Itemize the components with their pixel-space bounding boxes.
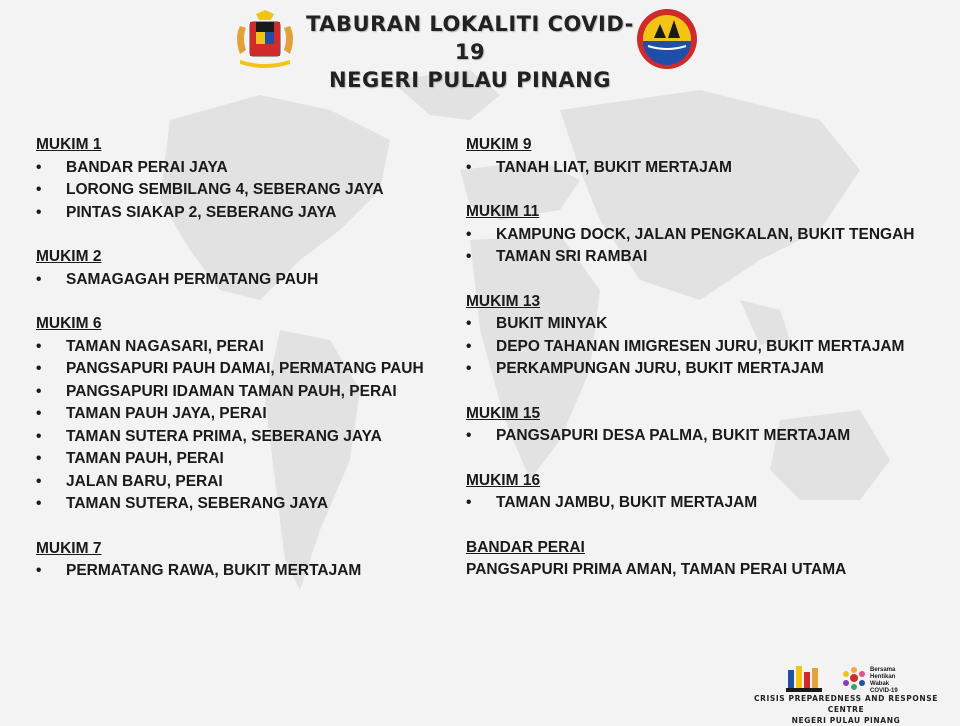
locality-item (466, 492, 946, 515)
locality-name: JALAN BARU, PERAI (66, 472, 223, 490)
bullet-icon: • (36, 158, 42, 176)
covid-campaign-logo (843, 667, 865, 690)
locality-name: SAMAGAGAH PERMATANG PAUH (66, 270, 319, 288)
locality-name: DEPO TAHANAN IMIGRESEN JURU, BUKIT MERTAJAM (496, 337, 905, 355)
title-block (300, 10, 640, 94)
footer-text (736, 693, 956, 726)
locality-name: PERMATANG RAWA, BUKIT MERTAJAM (66, 562, 362, 579)
footer-logos (780, 662, 920, 694)
penang-state-logo (636, 8, 698, 70)
locality-item (466, 336, 946, 359)
left-column (36, 134, 456, 605)
locality-item (466, 425, 946, 448)
bullet-icon: • (36, 337, 42, 355)
bullet-icon: • (466, 248, 472, 265)
locality-item (36, 157, 456, 180)
bullet-icon: • (36, 270, 42, 288)
locality-item (36, 448, 456, 471)
bullet-icon: • (466, 427, 472, 444)
locality-item (36, 471, 456, 494)
bullet-icon: • (36, 427, 42, 445)
bullet-icon: • (466, 315, 472, 332)
locality-name: PERKAMPUNGAN JURU, BUKIT MERTAJAM (496, 360, 824, 377)
bullet-icon: • (36, 181, 42, 198)
locality-name: TAMAN SUTERA PRIMA, SEBERANG JAYA (66, 427, 382, 445)
mukim-section (466, 134, 946, 179)
locality-name: PANGSAPURI IDAMAN TAMAN PAUH, PERAI (66, 382, 397, 400)
locality-name: TAMAN NAGASARI, PERAI (66, 337, 264, 355)
locality-item (36, 202, 456, 225)
mukim-section (36, 538, 456, 583)
bullet-icon: • (36, 360, 42, 377)
locality-name: TANAH LIAT, BUKIT MERTAJAM (496, 158, 732, 176)
mukim-heading: MUKIM 9 (466, 136, 532, 153)
locality-name: TAMAN JAMBU, BUKIT MERTAJAM (496, 494, 758, 511)
locality-item (36, 336, 456, 359)
mukim-section (36, 134, 456, 224)
locality-item (36, 426, 456, 449)
mukim-heading: MUKIM 15 (466, 404, 541, 422)
mukim-section (36, 313, 456, 516)
locality-name: PANGSAPURI PAUH DAMAI, PERMATANG PAUH (66, 360, 424, 377)
locality-name: BANDAR PERAI JAYA (66, 158, 228, 176)
locality-item (36, 381, 456, 404)
mukim-section (36, 246, 456, 291)
mukim-heading: MUKIM 2 (36, 248, 102, 265)
locality-item (36, 179, 456, 202)
locality-item (466, 246, 946, 269)
bandar-heading: BANDAR PERAI (466, 538, 585, 556)
bullet-icon: • (36, 450, 42, 467)
mukim-section (466, 201, 946, 269)
mukim-heading: MUKIM 7 (36, 539, 102, 557)
bullet-icon: • (36, 382, 42, 400)
cprc-logo (786, 666, 822, 692)
mukim-section (466, 403, 946, 448)
bullet-icon: • (36, 405, 42, 422)
locality-name: PINTAS SIAKAP 2, SEBERANG JAYA (66, 203, 337, 221)
footer-line1: CRISIS PREPAREDNESS AND RESPONSE CENTRE (754, 694, 938, 714)
locality-name: TAMAN PAUH, PERAI (66, 450, 224, 467)
locality-item (36, 493, 456, 516)
bullet-icon: • (466, 158, 472, 176)
mukim-section (466, 470, 946, 515)
locality-item (36, 560, 456, 583)
mukim-heading: MUKIM 6 (36, 315, 102, 332)
bullet-icon: • (36, 203, 42, 221)
locality-item (466, 157, 946, 180)
locality-item (36, 403, 456, 426)
locality-name: KAMPUNG DOCK, JALAN PENGKALAN, BUKIT TENGAH (496, 225, 915, 243)
page-title-line2: NEGERI PULAU PINANG (329, 68, 611, 92)
coat-of-arms-logo (226, 10, 304, 70)
locality-item (466, 224, 946, 247)
footer-line2: NEGERI PULAU PINANG (791, 716, 901, 725)
locality-item (466, 313, 946, 336)
bullet-icon: • (466, 225, 472, 243)
locality-name: PANGSAPURI DESA PALMA, BUKIT MERTAJAM (496, 427, 851, 444)
locality-name: TAMAN SUTERA, SEBERANG JAYA (66, 495, 329, 512)
locality-item (466, 358, 946, 381)
bullet-icon: • (466, 494, 472, 511)
locality-item (36, 269, 456, 292)
bullet-icon: • (36, 495, 42, 512)
locality-name: BUKIT MINYAK (496, 315, 608, 332)
bandar-locality: PANGSAPURI PRIMA AMAN, TAMAN PERAI UTAMA (466, 561, 847, 578)
mukim-heading: MUKIM 13 (466, 292, 541, 310)
mukim-heading: MUKIM 16 (466, 471, 541, 489)
locality-name: TAMAN SRI RAMBAI (496, 248, 648, 265)
right-column (466, 134, 946, 604)
mukim-section (466, 291, 946, 381)
mukim-heading: MUKIM 1 (36, 136, 102, 153)
bullet-icon: • (36, 472, 42, 490)
mukim-heading: MUKIM 11 (466, 203, 540, 220)
locality-name: TAMAN PAUH JAYA, PERAI (66, 405, 267, 422)
page-title-line1: TABURAN LOKALITI COVID-19 (306, 12, 634, 64)
locality-item (36, 358, 456, 381)
bullet-icon: • (36, 562, 42, 579)
locality-name: LORONG SEMBILANG 4, SEBERANG JAYA (66, 181, 384, 198)
bullet-icon: • (466, 337, 472, 355)
bandar-section (466, 537, 946, 582)
bullet-icon: • (466, 360, 472, 377)
campaign-logo-text: Bersama Hentikan Wabak COVID-19 (870, 667, 898, 694)
